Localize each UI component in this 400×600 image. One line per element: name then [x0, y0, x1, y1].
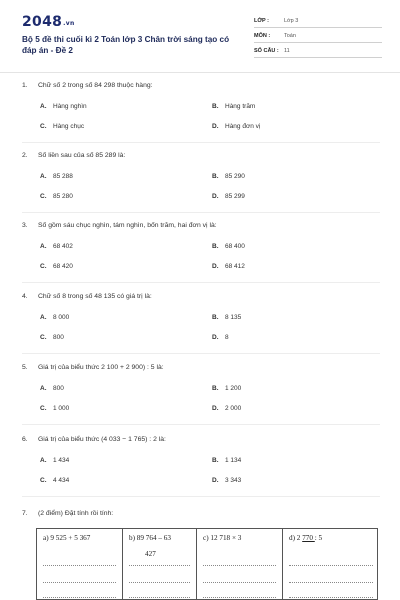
option-text: 1 200 [225, 385, 242, 392]
option-text: 68 400 [225, 243, 245, 250]
option-text: 8 135 [225, 314, 242, 321]
question-separator [22, 282, 380, 283]
question-5 [22, 362, 382, 412]
document-header [0, 0, 400, 72]
table-cell-b[interactable] [123, 529, 197, 600]
answer-option[interactable] [212, 123, 260, 130]
question-4 [22, 291, 382, 341]
cell-label-continued: 427 [145, 550, 156, 558]
answer-option[interactable] [212, 385, 241, 392]
question-text: 6. Giá trị của biểu thức (4 033 − 1 765) : 2 là: [22, 434, 382, 446]
option-text: 1 134 [225, 457, 242, 464]
option-text: 1 434 [53, 457, 70, 464]
option-text: 68 402 [53, 243, 73, 250]
option-text: 3 343 [225, 477, 242, 484]
option-text: 85 280 [53, 193, 73, 200]
question-2 [22, 150, 382, 200]
answer-option[interactable] [40, 314, 69, 321]
header-divider [0, 72, 400, 73]
option-letter: B. [212, 385, 219, 392]
question-number: 6. [22, 436, 28, 443]
answer-option[interactable] [40, 193, 73, 200]
option-letter: A. [40, 314, 47, 321]
answer-option[interactable] [40, 173, 73, 180]
option-letter: A. [40, 103, 47, 110]
answer-option[interactable] [40, 243, 73, 250]
answer-option[interactable] [212, 314, 241, 321]
table-cell-d[interactable] [283, 529, 378, 600]
document-title: Bộ 5 đề thi cuối kì 2 Toán lớp 3 Chân trời sáng tạo có đáp án - Đề 2 [22, 35, 230, 55]
question-1 [22, 80, 382, 130]
question-text: 7. (2 điểm) Đặt tính rồi tính: [22, 508, 382, 520]
option-letter: C. [40, 405, 47, 412]
option-letter: D. [212, 123, 219, 130]
option-letter: C. [40, 193, 47, 200]
answer-option[interactable] [40, 457, 69, 464]
option-letter: B. [212, 457, 219, 464]
answer-option[interactable] [212, 173, 245, 180]
option-letter: D. [212, 263, 219, 270]
option-text: 2 000 [225, 405, 242, 412]
answer-line [203, 565, 276, 566]
answer-line [129, 565, 190, 566]
option-text: 85 290 [225, 173, 245, 180]
option-text: Hàng chục [53, 123, 85, 130]
option-text: 85 288 [53, 173, 73, 180]
cell-label: b) 89 764 – 63 [129, 534, 171, 542]
question-text: 1. Chữ số 2 trong số 84 298 thuộc hàng: [22, 80, 382, 92]
option-letter: C. [40, 334, 47, 341]
question-number: 1. [22, 82, 28, 89]
question-6 [22, 434, 382, 484]
table-cell-c[interactable] [197, 529, 283, 600]
answer-line [289, 597, 373, 598]
question-separator [22, 424, 380, 425]
option-text: 800 [53, 385, 64, 392]
option-letter: D. [212, 193, 219, 200]
question-3 [22, 220, 382, 270]
meta-row-grade [254, 14, 382, 28]
answer-option[interactable] [40, 385, 64, 392]
option-text: 8 [225, 334, 229, 341]
question-text: 5. Giá trị của biểu thức 2 100 + 2 900) : 5 là: [22, 362, 382, 374]
option-letter: D. [212, 405, 219, 412]
option-text: 85 299 [225, 193, 245, 200]
option-letter: C. [40, 263, 47, 270]
question-number: 3. [22, 222, 28, 229]
option-letter: A. [40, 173, 47, 180]
option-letter: B. [212, 173, 219, 180]
answer-line [289, 582, 373, 583]
answer-option[interactable] [40, 103, 87, 110]
answer-line [43, 565, 116, 566]
table-cell-a[interactable] [37, 529, 123, 600]
answer-option[interactable] [212, 477, 241, 484]
option-letter: C. [40, 477, 47, 484]
question-text: 4. Chữ số 8 trong số 48 135 có giá trị là: [22, 291, 382, 303]
meta-value: Toán [284, 33, 296, 39]
option-text: 68 412 [225, 263, 245, 270]
question-text: 3. Số gồm sáu chục nghìn, tám nghìn, bốn trăm, hai đơn vị là: [22, 220, 382, 232]
option-text: Hàng đơn vị [225, 123, 261, 130]
meta-value: Lớp 3 [284, 18, 299, 24]
cell-label: d) 2 770 : 5 [289, 534, 323, 542]
answer-option[interactable] [212, 243, 245, 250]
answer-line [289, 565, 373, 566]
answer-option[interactable] [212, 457, 241, 464]
answer-line [43, 582, 116, 583]
answer-option[interactable] [40, 477, 69, 484]
option-letter: D. [212, 477, 219, 484]
option-letter: B. [212, 103, 219, 110]
option-letter: A. [40, 385, 47, 392]
answer-option[interactable] [212, 193, 245, 200]
meta-key: LỚP : [254, 18, 269, 24]
option-text: Hàng trăm [225, 103, 256, 110]
question-number: 4. [22, 293, 28, 300]
option-text: 68 420 [53, 263, 73, 270]
question-separator [22, 212, 380, 213]
answer-option[interactable] [212, 405, 241, 412]
answer-option[interactable] [40, 405, 69, 412]
answer-line [129, 582, 190, 583]
cell-label: c) 12 718 × 3 [203, 534, 242, 542]
option-text: 8 000 [53, 314, 70, 321]
option-text: 4 434 [53, 477, 70, 484]
calculation-table [36, 528, 378, 600]
meta-row-subject [254, 29, 382, 43]
question-number: 5. [22, 364, 28, 371]
question-separator [22, 353, 380, 354]
cell-label: a) 9 525 + 5 367 [43, 534, 91, 542]
answer-option[interactable] [212, 334, 229, 341]
answer-option[interactable] [40, 263, 73, 270]
answer-option[interactable] [40, 334, 64, 341]
site-logo[interactable]: 2048.vn [22, 14, 75, 30]
answer-line [203, 582, 276, 583]
answer-option[interactable] [40, 123, 84, 130]
meta-row-question-count [254, 44, 382, 58]
question-text: 2. Số liền sau của số 85 289 là: [22, 150, 382, 162]
meta-key: MÔN : [254, 33, 271, 39]
question-7 [22, 508, 382, 520]
option-letter: D. [212, 334, 219, 341]
answer-option[interactable] [212, 263, 245, 270]
question-separator [22, 142, 380, 143]
answer-line [203, 597, 276, 598]
option-letter: A. [40, 243, 47, 250]
question-number: 2. [22, 152, 28, 159]
option-text: Hàng nghìn [53, 103, 87, 110]
option-letter: B. [212, 243, 219, 250]
question-separator [22, 496, 380, 497]
meta-key: SỐ CÂU : [254, 48, 279, 54]
answer-option[interactable] [212, 103, 255, 110]
option-letter: B. [212, 314, 219, 321]
meta-value: 11 [284, 48, 290, 54]
option-text: 800 [53, 334, 64, 341]
answer-line [129, 597, 190, 598]
option-letter: C. [40, 123, 47, 130]
question-number: 7. [22, 510, 28, 517]
option-text: 1 000 [53, 405, 70, 412]
option-letter: A. [40, 457, 47, 464]
answer-line [43, 597, 116, 598]
